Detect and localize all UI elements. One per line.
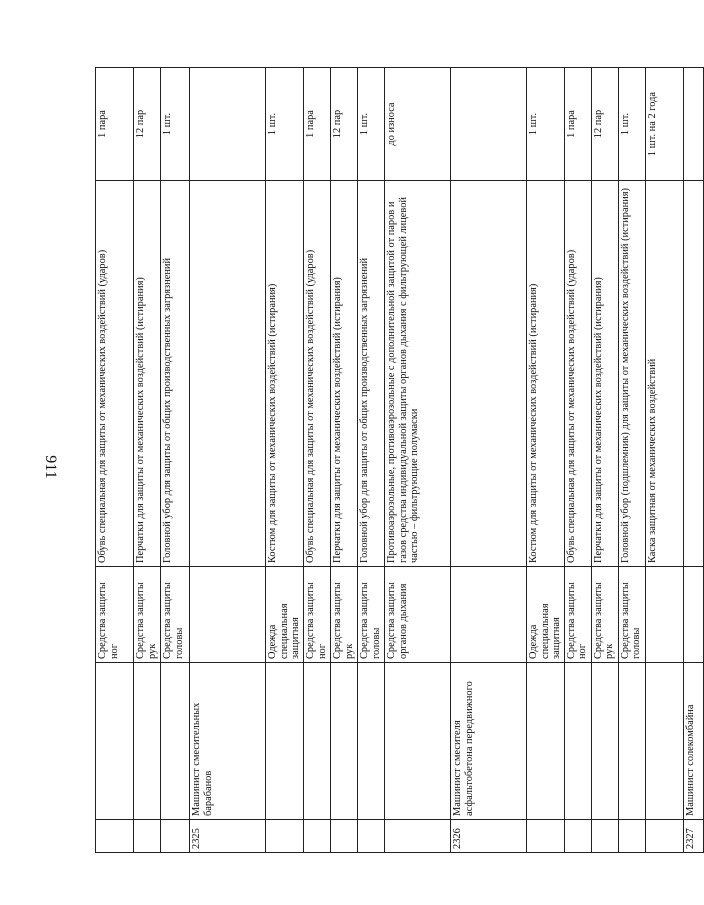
ppe-type: Средства защиты головы — [618, 567, 645, 663]
issue-norm: 1 пара — [303, 68, 330, 181]
table-row — [618, 68, 645, 853]
ppe-item: Перчатки для защиты от механических воздействий (истирания) — [134, 181, 161, 567]
row-number — [266, 820, 304, 853]
issue-norm: 1 шт. — [357, 68, 384, 181]
row-number — [591, 820, 618, 853]
table-row — [357, 68, 384, 853]
ppe-type: Средства защиты органов дыхания — [384, 567, 450, 663]
table-row — [266, 68, 304, 853]
row-number — [645, 820, 683, 853]
ppe-item: Головной убор для защиты от общих производственных загрязнений — [357, 181, 384, 567]
table-row — [645, 68, 683, 853]
ppe-item: Головной убор для защиты от общих производственных загрязнений — [161, 181, 190, 567]
ppe-item: Каска защитная от механических воздействий — [645, 181, 683, 567]
profession-name — [357, 663, 384, 820]
profession-name: Машинист солекомбайна — [683, 663, 703, 820]
ppe-type: Средства защиты ног — [564, 567, 591, 663]
row-number: 2325 — [190, 820, 266, 853]
issue-norm — [190, 68, 266, 181]
ppe-item: Обувь специальная для защиты от механических воздействий (ударов) — [303, 181, 330, 567]
row-number — [564, 820, 591, 853]
table-row — [591, 68, 618, 853]
profession-name: Машинист смесительных барабанов — [190, 663, 266, 820]
table-row — [450, 68, 526, 853]
table-row — [134, 68, 161, 853]
issue-norm: 1 шт. на 2 года — [645, 68, 683, 181]
row-number — [96, 820, 134, 853]
issue-norm: 1 шт. — [161, 68, 190, 181]
ppe-item — [450, 181, 526, 567]
issue-norm: 1 шт. — [266, 68, 304, 181]
ppe-type: Средства защиты головы — [161, 567, 190, 663]
ppe-type: Средства защиты рук — [134, 567, 161, 663]
profession-name: Машинист смесителя асфальтобетона передвижного — [450, 663, 526, 820]
profession-name — [96, 663, 134, 820]
table-row — [526, 68, 564, 853]
profession-name — [161, 663, 190, 820]
ppe-norms-table — [95, 67, 704, 853]
table-row — [161, 68, 190, 853]
issue-norm: до износа — [384, 68, 450, 181]
issue-norm: 1 шт. — [618, 68, 645, 181]
row-number: 2327 — [683, 820, 703, 853]
table-row — [384, 68, 450, 853]
issue-norm — [450, 68, 526, 181]
ppe-item: Противоаэрозольные, противоаэрозольные с дополнительной защитой от паров и газов средства индивидуальной защиты органов дыхания с фильтрующей лицевой частью – фильтрующие полумаски — [384, 181, 450, 567]
page-number: 911 — [42, 455, 59, 479]
row-number — [618, 820, 645, 853]
profession-name — [645, 663, 683, 820]
table-row — [303, 68, 330, 853]
ppe-item: Костюм для защиты от механических воздействий (истирания) — [266, 181, 304, 567]
row-number: 2326 — [450, 820, 526, 853]
ppe-type: Средства защиты ног — [96, 567, 134, 663]
issue-norm: 12 пар — [330, 68, 357, 181]
table-row — [190, 68, 266, 853]
ppe-item: Головной убор (подшлемник) для защиты от механических воздействий (истирания) — [618, 181, 645, 567]
issue-norm: 1 шт. — [526, 68, 564, 181]
row-number — [303, 820, 330, 853]
issue-norm: 1 пара — [96, 68, 134, 181]
row-number — [526, 820, 564, 853]
ppe-type — [190, 567, 266, 663]
table-row — [564, 68, 591, 853]
profession-name — [330, 663, 357, 820]
issue-norm — [683, 68, 703, 181]
ppe-item: Перчатки для защиты от механических воздействий (истирания) — [330, 181, 357, 567]
issue-norm: 12 пар — [591, 68, 618, 181]
ppe-norms-table-sheet — [95, 68, 696, 853]
ppe-item — [683, 181, 703, 567]
issue-norm: 1 пара — [564, 68, 591, 181]
row-number — [330, 820, 357, 853]
profession-name — [134, 663, 161, 820]
row-number — [384, 820, 450, 853]
ppe-type — [683, 567, 703, 663]
ppe-type — [450, 567, 526, 663]
issue-norm: 12 пар — [134, 68, 161, 181]
ppe-type: Средства защиты рук — [330, 567, 357, 663]
profession-name — [526, 663, 564, 820]
ppe-type: Одежда специальная защитная — [266, 567, 304, 663]
ppe-item: Костюм для защиты от механических воздействий (истирания) — [526, 181, 564, 567]
profession-name — [303, 663, 330, 820]
profession-name — [384, 663, 450, 820]
ppe-item: Перчатки для защиты от механических воздействий (истирания) — [591, 181, 618, 567]
profession-name — [266, 663, 304, 820]
ppe-type: Средства защиты головы — [357, 567, 384, 663]
profession-name — [564, 663, 591, 820]
ppe-type: Средства защиты рук — [591, 567, 618, 663]
row-number — [161, 820, 190, 853]
profession-name — [618, 663, 645, 820]
row-number — [357, 820, 384, 853]
row-number — [134, 820, 161, 853]
table-row — [330, 68, 357, 853]
ppe-item: Обувь специальная для защиты от механических воздействий (ударов) — [564, 181, 591, 567]
table-row — [683, 68, 703, 853]
profession-name — [591, 663, 618, 820]
table-row — [96, 68, 134, 853]
ppe-type — [645, 567, 683, 663]
ppe-item — [190, 181, 266, 567]
ppe-item: Обувь специальная для защиты от механических воздействий (ударов) — [96, 181, 134, 567]
ppe-type: Одежда специальная защитная — [526, 567, 564, 663]
ppe-type: Средства защиты ног — [303, 567, 330, 663]
